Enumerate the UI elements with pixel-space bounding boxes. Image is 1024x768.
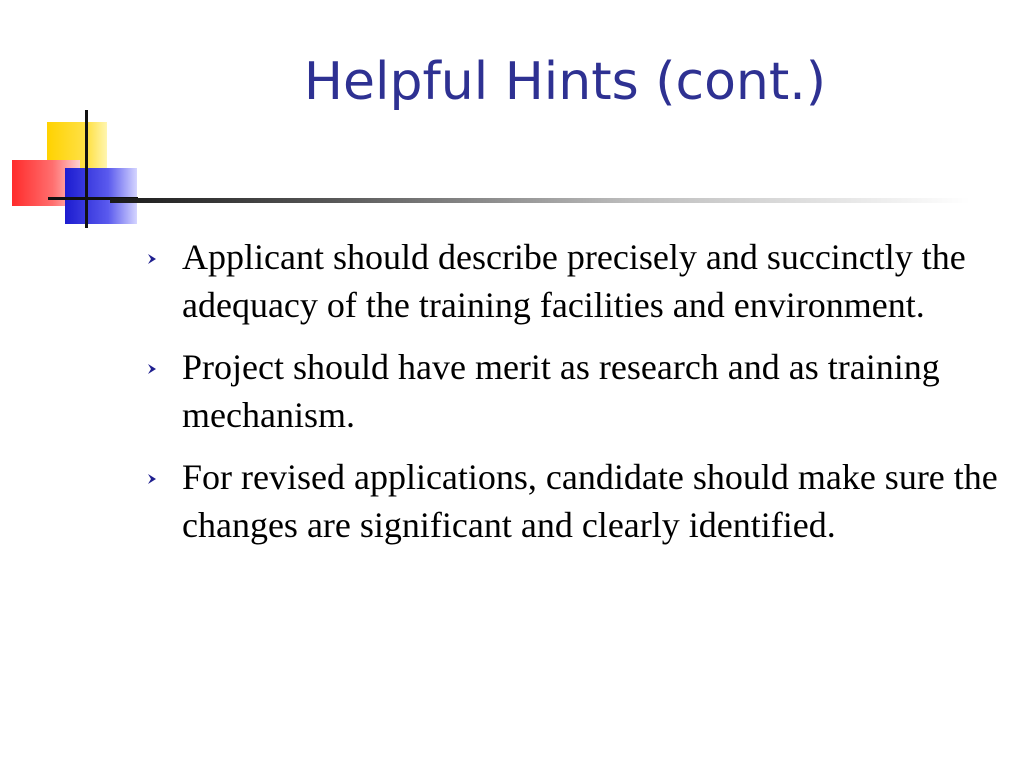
list-item bbox=[140, 343, 1000, 439]
slide-title: Helpful Hints (cont.) bbox=[303, 52, 827, 112]
decorative-squares-logo bbox=[0, 100, 150, 240]
list-item bbox=[140, 233, 1000, 329]
logo-blue-square bbox=[65, 168, 137, 224]
arrowhead-bullet-icon bbox=[144, 361, 160, 377]
bullet-text: For revised applications, candidate should make sure the changes are significant and clearly identified. bbox=[182, 457, 998, 545]
logo-vertical-line bbox=[85, 110, 88, 228]
bullet-text: Applicant should describe precisely and succinctly the adequacy of the training facilities and environment. bbox=[182, 237, 966, 325]
bullet-text: Project should have merit as research and as training mechanism. bbox=[182, 347, 940, 435]
list-item bbox=[140, 453, 1000, 549]
title-underline-rule bbox=[110, 198, 970, 203]
bullet-list bbox=[140, 233, 1000, 563]
arrowhead-bullet-icon bbox=[144, 471, 160, 487]
arrowhead-bullet-icon bbox=[144, 251, 160, 267]
